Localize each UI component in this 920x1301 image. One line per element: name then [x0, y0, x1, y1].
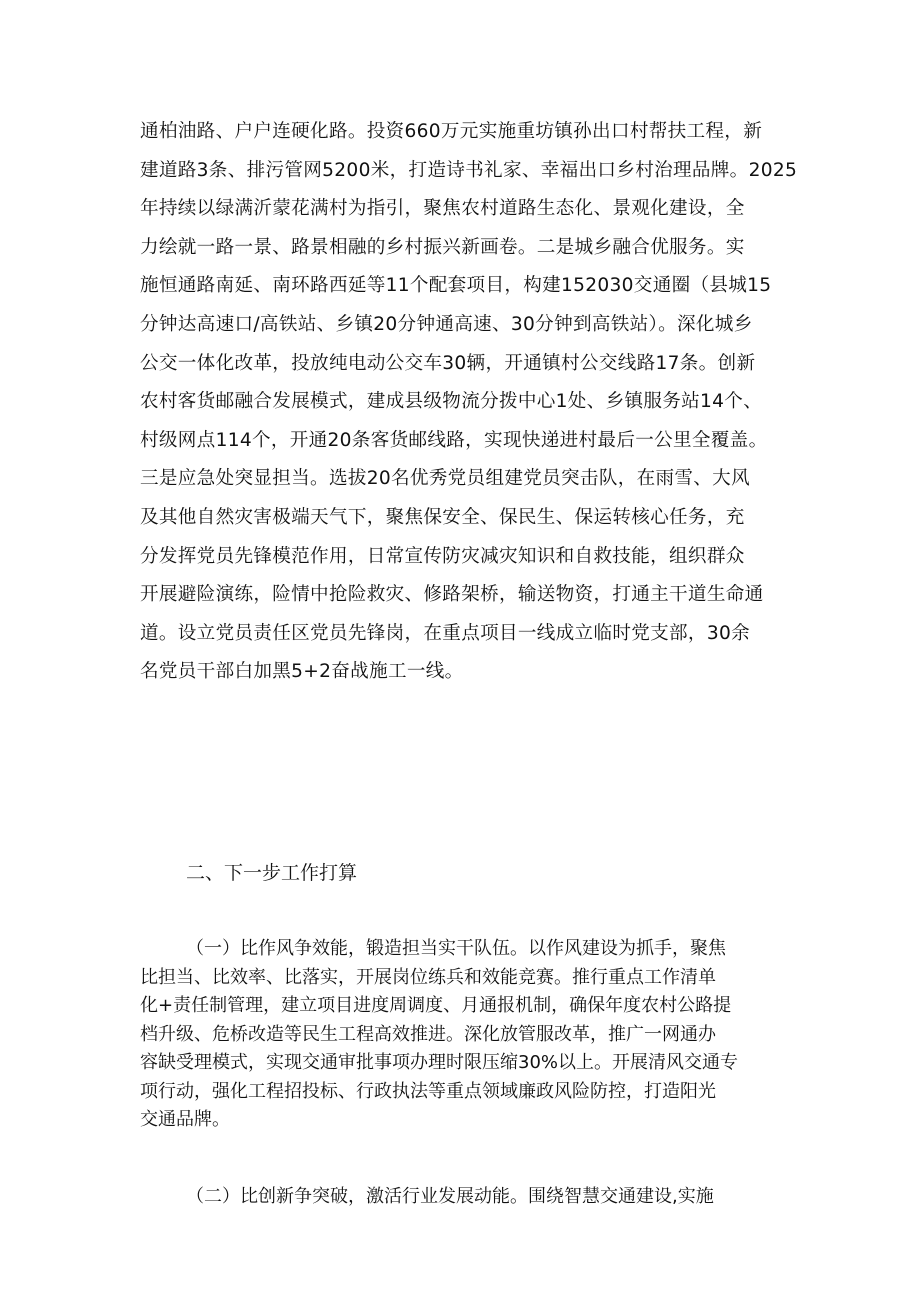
text-line: 村级网点114个，开通20条客货邮线路，实现快递进村最后一公里全覆盖。 [140, 429, 768, 451]
text-line: 农村客货邮融合发展模式，建成县级物流分拨中心1处、乡镇服务站14个、 [140, 391, 763, 413]
text-line: 建道路3条、排污管网5200米，打造诗书礼家、幸福出口乡村治理品牌。2025 [140, 159, 798, 181]
text-line: 施恒通路南延、南环路西延等11个配套项目，构建152030交通圈（县城15 [140, 275, 772, 297]
section-continued-text [140, 113, 798, 692]
text-line: 力绘就一路一景、路景相融的乡村振兴新画卷。二是城乡融合优服务。实 [140, 236, 745, 258]
text-line: 比担当、比效率、比落实，开展岗位练兵和效能竞赛。推行重点工作清单 [140, 966, 716, 988]
text-line: 档升级、危桥改造等民生工程高效推进。深化放管服改革，推广一网通办 [140, 1023, 716, 1045]
section-heading: 二、下一步工作打算 [186, 862, 358, 884]
text-line: 三是应急处突显担当。选拔20名优秀党员组建党员突击队，在雨雪、大风 [140, 468, 750, 490]
text-line: 容缺受理模式，实现交通审批事项办理时限压缩30%以上。开展清风交通专 [140, 1052, 739, 1073]
text-line: 通柏油路、户户连硬化路。投资660万元实施重坊镇孙出口村帮扶工程，新 [140, 121, 763, 142]
text-line: 化+责任制管理，建立项目进度周调度、月通报机制，确保年度农村公路提 [140, 995, 732, 1016]
text-line: 及其他自然灾害极端天气下，聚焦保安全、保民生、保运转核心任务，充 [140, 506, 745, 528]
text-line: 年持续以绿满沂蒙花满村为指引，聚焦农村道路生态化、景观化建设，全 [140, 198, 745, 220]
text-line: （二）比创新争突破，激活行业发展动能。围绕智慧交通建设,实施 [186, 1186, 714, 1207]
text-line: 公交一体化改革，投放纯电动公交车30辆，开通镇村公交线路17条。创新 [140, 352, 756, 374]
text-line: 分发挥党员先锋模范作用，日常宣传防灾减灾知识和自救技能，组织群众 [140, 545, 745, 567]
paragraph-work-style [140, 935, 790, 1135]
text-line: 交通品牌。 [140, 1109, 230, 1130]
text-line: （一）比作风争效能，锻造担当实干队伍。以作风建设为抓手，聚焦 [186, 938, 726, 959]
text-line: 项行动，强化工程招投标、行政执法等重点领域廉政风险防控，打造阳光 [140, 1080, 716, 1102]
text-line: 分钟达高速口/高铁站、乡镇20分钟通高速、30分钟到高铁站）。深化城乡 [140, 313, 753, 335]
text-line: 道。设立党员责任区党员先锋岗，在重点项目一线成立临时党支部，30余 [140, 622, 750, 644]
paragraph-innovation [140, 1183, 790, 1212]
text-line: 开展避险演练，险情中抢险救灾、修路架桥，输送物资，打通主干道生命通 [140, 584, 764, 606]
text-line: 名党员干部白加黑5+2奋战施工一线。 [140, 661, 464, 683]
